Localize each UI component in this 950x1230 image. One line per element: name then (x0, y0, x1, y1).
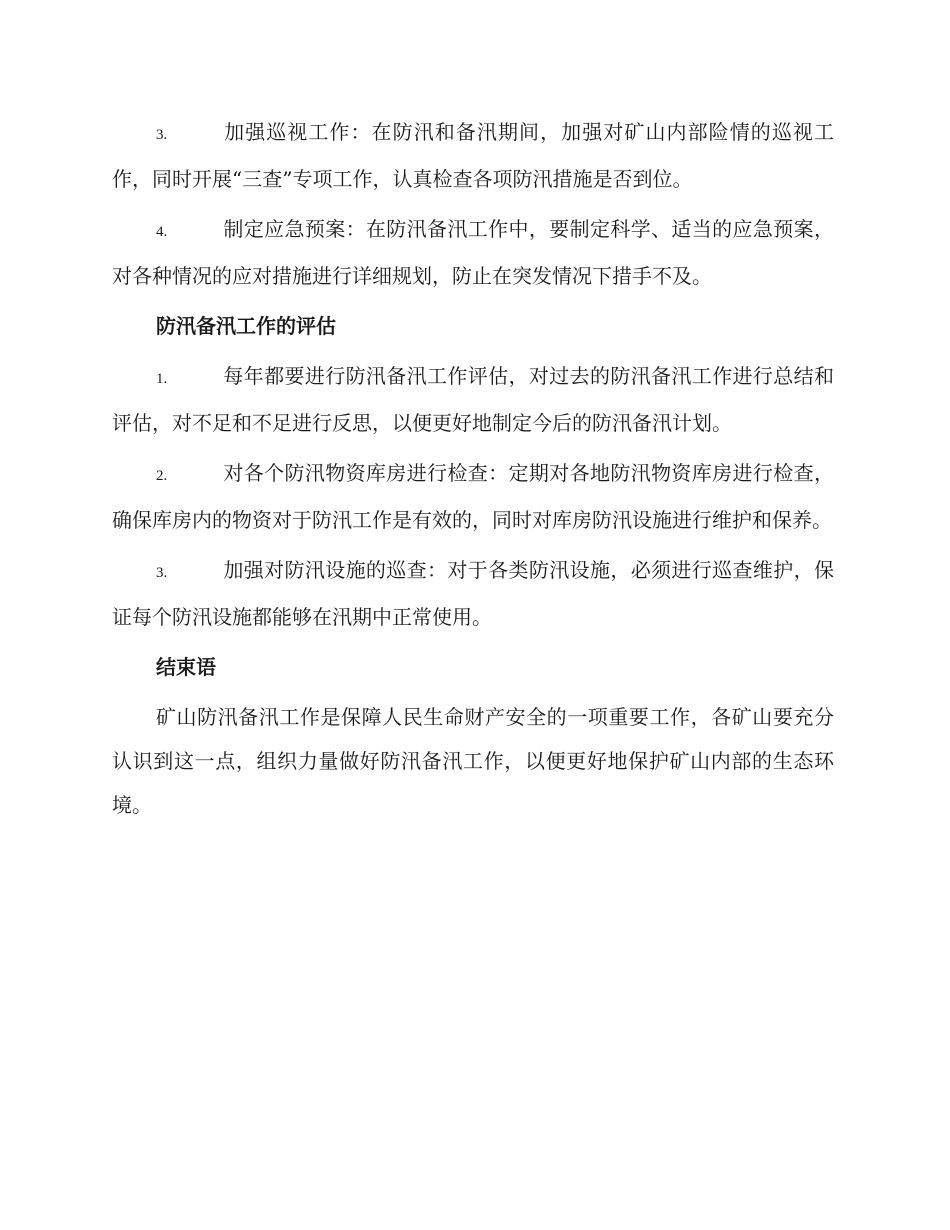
list-item (112, 548, 834, 639)
section-heading-conclusion: 结束语 (156, 655, 216, 679)
list-item (112, 207, 834, 298)
list-item (112, 110, 834, 201)
document-body (112, 110, 834, 827)
section-heading-evaluation: 防汛备汛工作的评估 (156, 314, 336, 338)
list-item-text: 加强巡视工作：在防汛和备汛期间，加强对矿山内部险情的巡视工作，同时开展“三查”专项工作，认真检查各项防汛措施是否到位。 (112, 120, 834, 191)
list-item (112, 451, 834, 542)
list-item-number: 3. (156, 127, 168, 143)
list-item-number: 1. (156, 371, 168, 387)
list-item-text: 加强对防汛设施的巡查：对于各类防汛设施，必须进行巡查维护，保证每个防汛设施都能够在汛期中正常使用。 (112, 558, 834, 629)
list-item-text: 对各个防汛物资库房进行检查：定期对各地防汛物资库房进行检查，确保库房内的物资对于防汛工作是有效的，同时对库房防汛设施进行维护和保养。 (112, 461, 834, 532)
list-item (112, 354, 834, 445)
list-item-text: 每年都要进行防汛备汛工作评估，对过去的防汛备汛工作进行总结和评估，对不足和不足进行反思，以便更好地制定今后的防汛备汛计划。 (112, 364, 834, 435)
list-item-number: 4. (156, 224, 168, 240)
list-item-number: 3. (156, 565, 168, 581)
list-item-number: 2. (156, 468, 168, 484)
list-item-text: 制定应急预案：在防汛备汛工作中，要制定科学、适当的应急预案，对各种情况的应对措施进行详细规划，防止在突发情况下措手不及。 (112, 217, 834, 288)
conclusion-paragraph: 矿山防汛备汛工作是保障人民生命财产安全的一项重要工作，各矿山要充分认识到这一点，组织力量做好防汛备汛工作，以便更好地保护矿山内部的生态环境。 (112, 705, 834, 817)
